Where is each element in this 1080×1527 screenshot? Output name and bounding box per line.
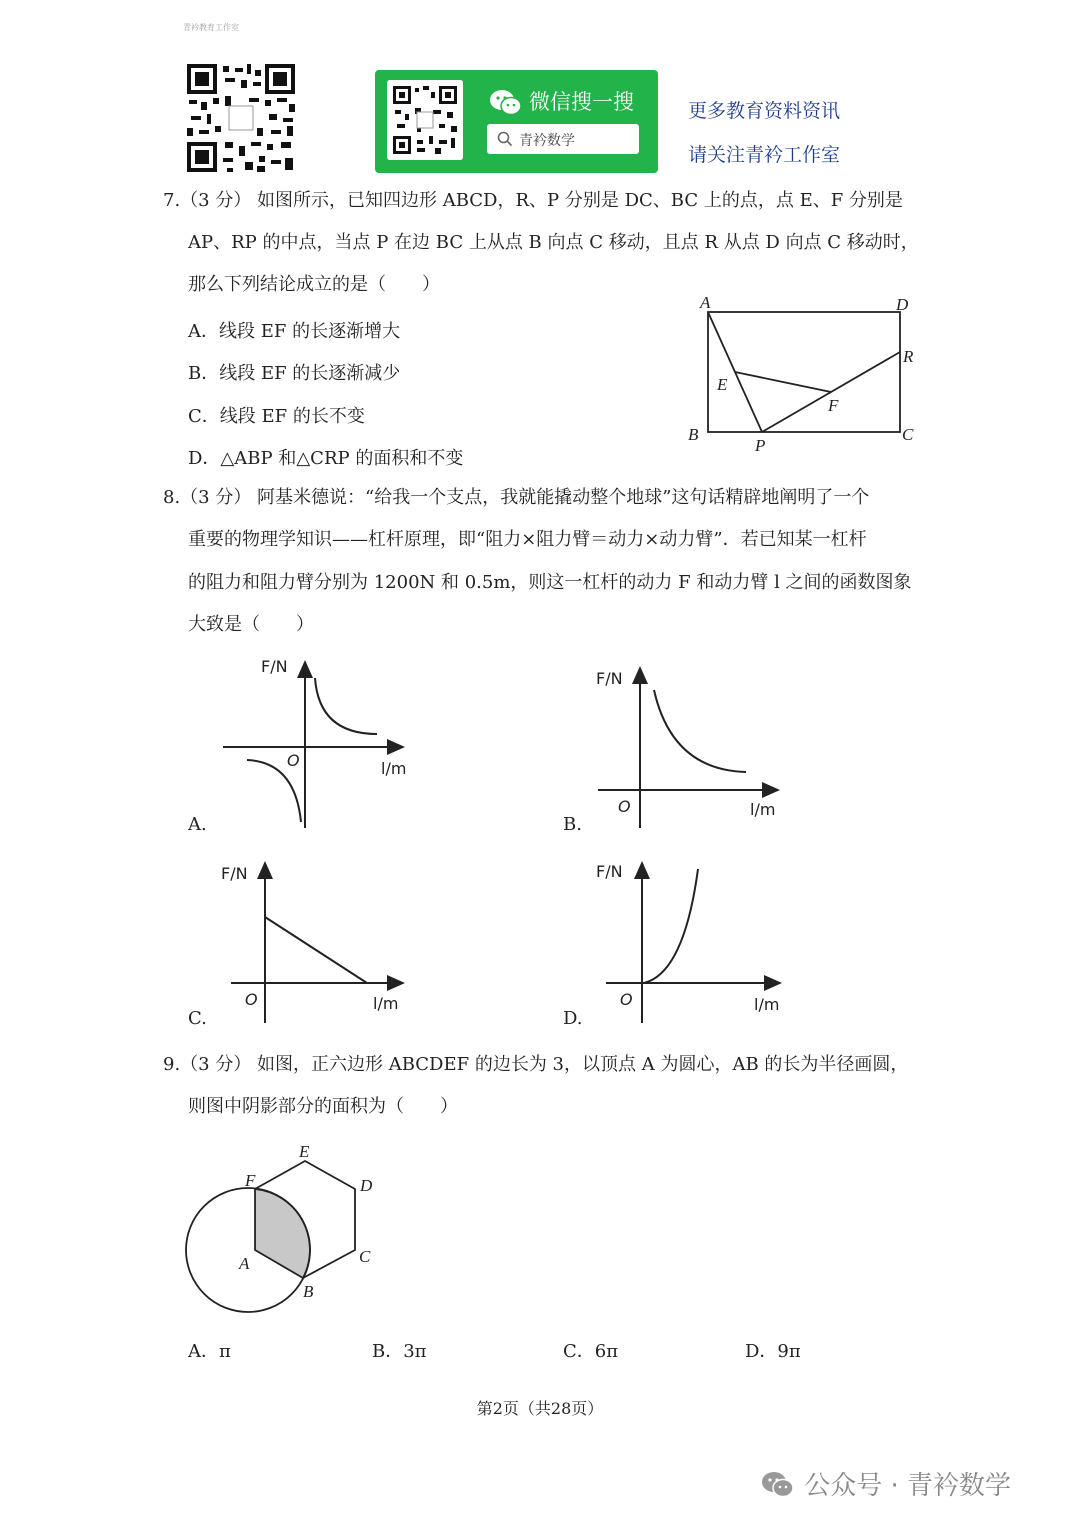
studio-small-logo — [183, 22, 239, 33]
q8-b-y-label: F/N — [596, 669, 623, 688]
watermark-text: 公众号 · 青衿数学 — [804, 1471, 1012, 1501]
promo-line-1: 更多教育资料资讯 — [688, 100, 841, 122]
q9-label-a: A — [239, 1254, 250, 1273]
q8-graph-c — [215, 855, 425, 1030]
wechat-qr-code — [387, 80, 463, 160]
studio-small-text: 青衿教育工作室 — [183, 23, 239, 32]
q8-c-origin: O — [245, 990, 258, 1009]
q7-label-p: P — [755, 436, 766, 455]
q9-label-b: B — [303, 1282, 314, 1301]
q8-choice-b-label: B. — [563, 814, 582, 835]
q8-a-curve-q1 — [315, 678, 377, 734]
q8-choice-d-label: D. — [563, 1008, 583, 1029]
q8-graph-a — [215, 650, 425, 835]
q8-a-x-label: l/m — [381, 759, 407, 778]
wechat-search-banner[interactable] — [375, 70, 658, 173]
wechat-search-title: 微信搜一搜 — [529, 90, 634, 114]
q8-b-curve — [654, 690, 746, 772]
q9-option-a: A．π — [188, 1341, 231, 1362]
search-icon — [497, 131, 513, 147]
q9-label-d: D — [360, 1176, 373, 1195]
q7-label-e: E — [717, 375, 728, 394]
q8-d-origin: O — [620, 990, 633, 1009]
q9-line1: 如图，正六边形 ABCDEF 的边长为 3，以顶点 A 为圆心，AB 的长为半径画圆， — [257, 1054, 909, 1075]
q8-graph-b — [590, 660, 800, 835]
q8-a-origin: O — [287, 751, 300, 770]
q8-line1: 阿基米德说：“给我一个支点，我就能撬动整个地球”这句话精辟地阐明了一个 — [257, 487, 870, 508]
q8-number: 8.（3 分） — [163, 487, 252, 508]
q9-option-b: B．3π — [372, 1341, 427, 1362]
q8-c-y-label: F/N — [221, 864, 248, 883]
q7-option-b: B．线段 EF 的长逐渐减少 — [188, 363, 401, 384]
q8-b-origin: O — [618, 797, 631, 816]
q8-line2: 重要的物理学知识——杠杆原理，即“阻力×阻力臂＝动力×动力臂”．若已知某一杠杆 — [188, 529, 867, 550]
qr-code-left — [185, 62, 297, 174]
q8-a-y-label: F/N — [261, 657, 288, 676]
q7-line2: AP、RP 的中点，当点 P 在边 BC 上从点 B 向点 C 移动，且点 R 从点 D 向点 C 移动时， — [188, 232, 919, 253]
q7-label-c: C — [902, 425, 914, 444]
q7-label-b: B — [688, 425, 699, 444]
q8-line4: 大致是（ ） — [188, 614, 314, 635]
q9-label-e: E — [299, 1142, 310, 1161]
q8-d-y-label: F/N — [596, 862, 623, 881]
q8-graph-d — [590, 855, 800, 1030]
q8-d-x-label: l/m — [754, 995, 780, 1014]
q7-option-c: C．线段 EF 的长不变 — [188, 406, 365, 427]
q8-line3: 的阻力和阻力臂分别为 1200N 和 0.5m，则这一杠杆的动力 F 和动力臂 l 之间的函数图象 — [188, 572, 912, 593]
q7-line1: 如图所示，已知四边形 ABCD，R、P 分别是 DC、BC 上的点，点 E、F 分别是 — [257, 190, 903, 211]
wechat-watermark-icon — [760, 1470, 796, 1500]
q7-number: 7.（3 分） — [163, 190, 252, 211]
q8-c-line — [265, 917, 367, 983]
q8-c-x-label: l/m — [373, 994, 399, 1013]
q9-option-c: C．6π — [563, 1341, 619, 1362]
q8-choice-a-label: A. — [188, 814, 207, 835]
wechat-logo-icon — [489, 88, 523, 118]
q7-line3: 那么下列结论成立的是（ ） — [188, 274, 440, 295]
wechat-search-query: 青衿数学 — [519, 133, 575, 149]
q7-option-d: D．△ABP 和△CRP 的面积和不变 — [188, 448, 464, 469]
q9-label-c: C — [359, 1247, 371, 1266]
q9-line2: 则图中阴影部分的面积为（ ） — [188, 1096, 458, 1117]
q9-figure — [185, 1135, 395, 1320]
q9-shaded-region — [255, 1189, 310, 1278]
q7-option-a: A．线段 EF 的长逐渐增大 — [188, 321, 401, 342]
q9-label-f: F — [245, 1171, 256, 1190]
watermark — [760, 1465, 1011, 1502]
q7-label-a: A — [700, 293, 711, 312]
promo-line-2: 请关注青衿工作室 — [688, 144, 841, 166]
q7-label-d: D — [896, 295, 909, 314]
q9-option-d: D．9π — [745, 1341, 801, 1362]
q7-label-f: F — [828, 396, 839, 415]
q7-label-r: R — [903, 347, 914, 366]
q7-segment-ef — [735, 372, 831, 392]
q8-d-curve — [644, 869, 698, 983]
page-footer: 第2页（共28页） — [476, 1399, 604, 1418]
q8-choice-c-label: C. — [188, 1008, 207, 1029]
q8-b-x-label: l/m — [750, 800, 776, 819]
q7-figure — [680, 290, 920, 460]
wechat-search-box[interactable] — [487, 124, 639, 154]
q9-number: 9.（3 分） — [163, 1054, 252, 1075]
